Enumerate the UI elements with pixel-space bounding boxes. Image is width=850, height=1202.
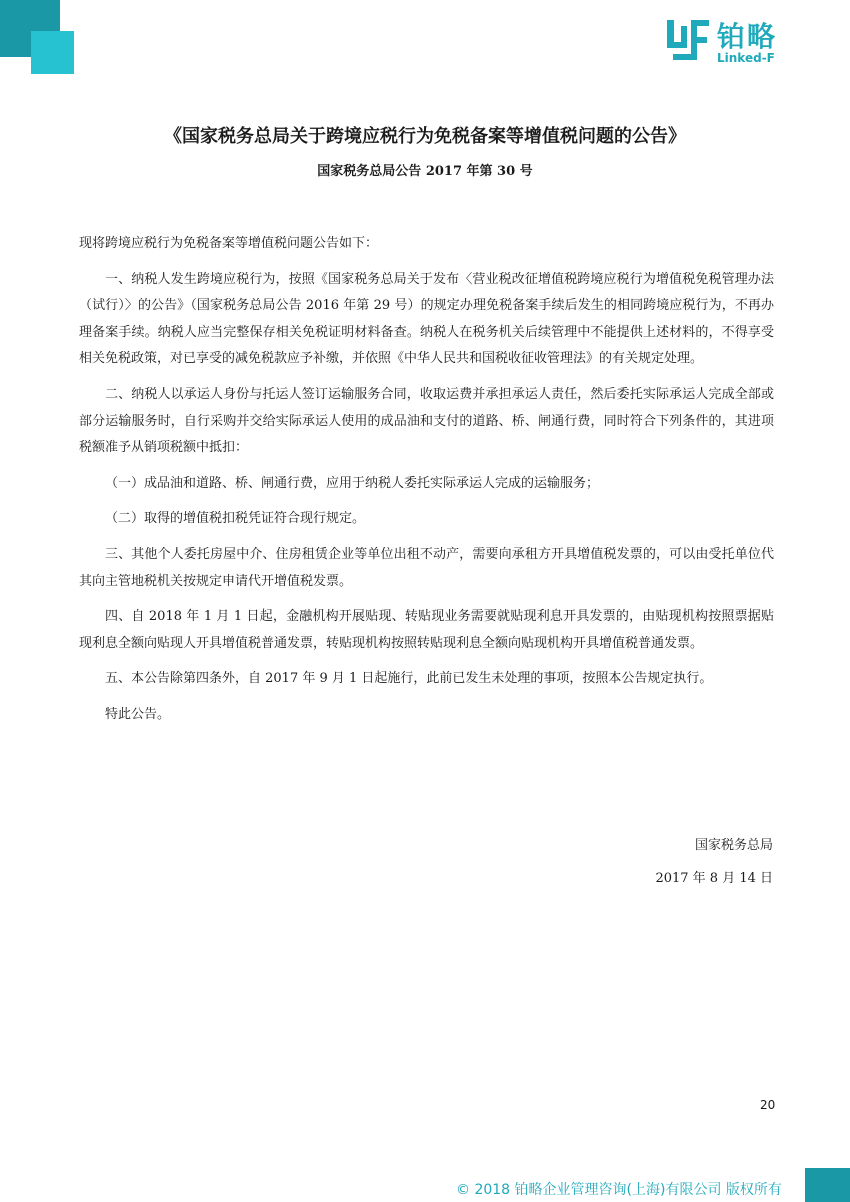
signature-date: 2017 年 8 月 14 日 — [655, 871, 773, 886]
footer-decoration — [805, 1168, 850, 1202]
closing-paragraph: 特此公告。 — [105, 706, 171, 722]
company-logo — [667, 20, 797, 64]
body-paragraph: 二、纳税人以承运人身份与托运人签订运输服务合同，收取运费并承担承运人责任，然后委托实际承运人完成全部或部分运输服务时，自行采购并交给实际承运人使用的成品油和支付的道路、桥、闸通行费，同时符合下列条件的，其进项税额准予从销项税额中抵扣： — [79, 386, 774, 456]
signature-block — [655, 829, 773, 895]
body-paragraph: 一、纳税人发生跨境应税行为，按照《国家税务总局关于发布〈营业税改征增值税跨境应税行为增值税免税管理办法（试行）〉的公告》（国家税务总局公告 2016 年第 29 号）的规定办理免税备案手续后发生的相同跨境应税行为，不再办理备案手续。纳税人应当完整保存相关免税证明材料备查。纳税人在税务机关后续管理中不能提供上述材料的，不得享受相关免税政策，对已享受的减免税款应予补缴，并依照《中华人民共和国税收征收管理法》的有关规定处理。 — [79, 271, 774, 367]
body-paragraph: （二）取得的增值税扣税凭证符合现行规定。 — [105, 511, 366, 527]
document-subtitle: 国家税务总局公告 2017 年第 30 号 — [317, 164, 533, 179]
logo-english-name: Linked-F — [717, 51, 775, 65]
logo-chinese-name: 铂略 — [717, 20, 778, 53]
logo-mark-icon — [667, 20, 709, 60]
body-paragraph: （一）成品油和道路、桥、闸通行费，应用于纳税人委托实际承运人完成的运输服务； — [105, 475, 600, 491]
footer-copyright: © 2018 铂略企业管理咨询(上海)有限公司 版权所有 — [456, 1182, 782, 1198]
signature-org: 国家税务总局 — [694, 838, 773, 853]
page-number: 20 — [760, 1098, 776, 1112]
intro-paragraph: 现将跨境应税行为免税备案等增值税问题公告如下： — [79, 236, 379, 251]
document-title: 《国家税务总局关于跨境应税行为免税备案等增值税问题的公告》 — [164, 126, 686, 147]
body-paragraph: 四、自 2018 年 1 月 1 日起，金融机构开展贴现、转贴现业务需要就贴现利息开具发票的，由贴现机构按照票据贴现利息全额向贴现人开具增值税普通发票，转贴现机构按照转贴现利息全额向贴现机构开具增值税普通发票。 — [79, 609, 774, 651]
body-paragraph: 五、本公告除第四条外，自 2017 年 9 月 1 日起施行，此前已发生未处理的事项，按照本公告规定执行。 — [105, 671, 713, 687]
document-body — [79, 231, 774, 738]
corner-decoration-light — [31, 31, 74, 74]
body-paragraph: 三、其他个人委托房屋中介、住房租赁企业等单位出租不动产，需要向承租方开具增值税发票的，可以由受托单位代其向主管地税机关按规定申请代开增值税发票。 — [79, 546, 774, 589]
